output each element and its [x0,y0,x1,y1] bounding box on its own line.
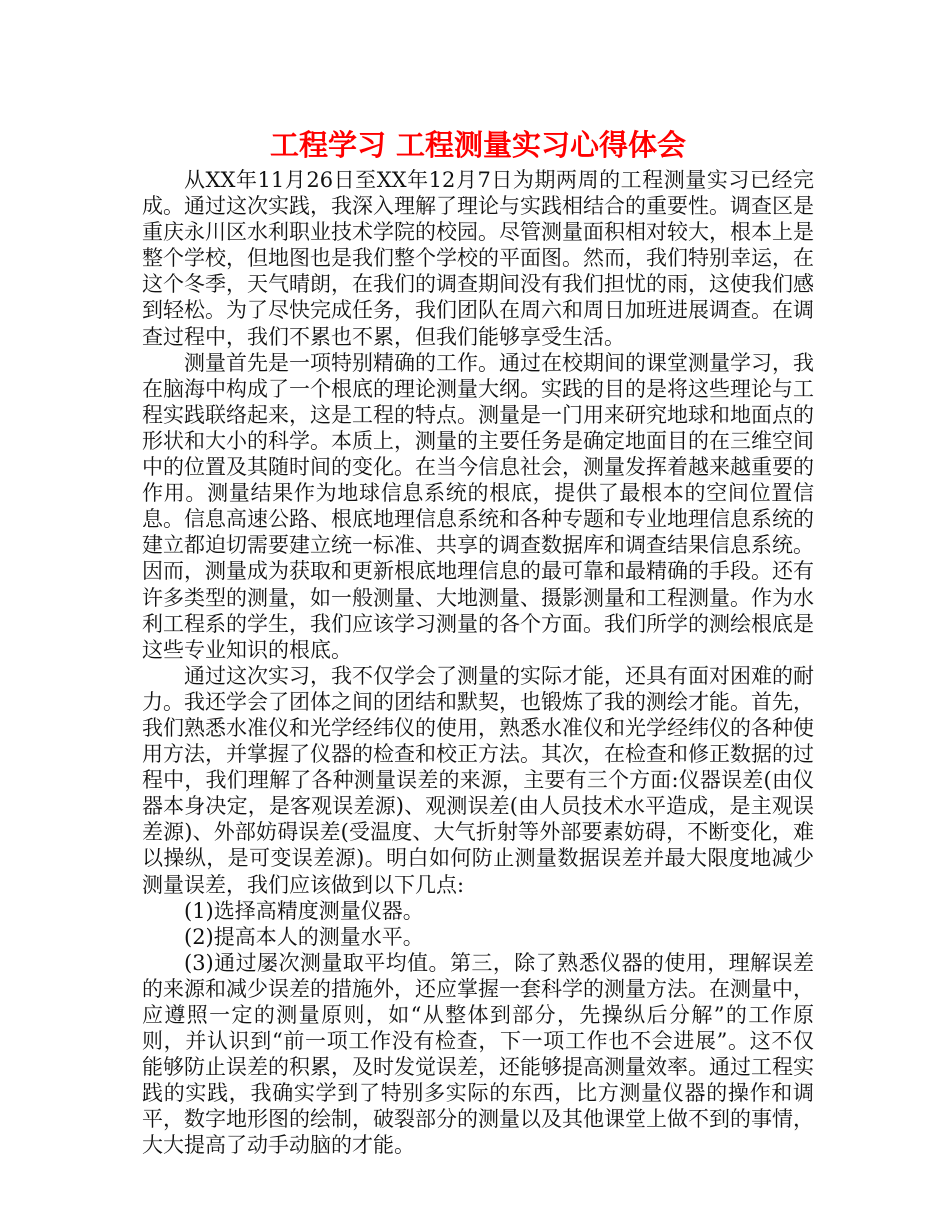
paragraph-intro: 从XX年11月26日至XX年12月7日为期两周的工程测量实习已经完成。通过这次实践，我深入理解了理论与实践相结合的重要性。调查区是重庆永川区水利职业技术学院的校园。尽管测量面积相对较大，根本上是整个学校，但地图也是我们整个学校的平面图。然而，我们特别幸运，在这个冬季，天气晴朗，在我们的调查期间没有我们担忧的雨，这使我们感到轻松。为了尽快完成任务，我们团队在周六和周日加班进展调查。在调查过程中，我们不累也不累，但我们能够享受生活。 [142,168,814,349]
list-item-3: (3)通过屡次测量取平均值。第三，除了熟悉仪器的使用，理解误差的来源和减少误差的措施外，还应掌握一套科学的测量方法。在测量中，应遵照一定的测量原则，如“从整体到部分，先操纵后分解”的工作原则，并认识到“前一项工作没有检查，下一项工作也不会进展”。这不仅能够防止误差的积累，及时发觉误差，还能够提高测量效率。通过工程实践的实践，我确实学到了特别多实际的东西，比方测量仪器的操作和调平，数字地形图的绘制，破裂部分的测量以及其他课堂上做不到的事情，大大提高了动手动脑的才能。 [142,950,814,1158]
list-item-2: (2)提高本人的测量水平。 [184,924,424,949]
paragraph-measurement: 测量首先是一项特别精确的工作。通过在校期间的课堂测量学习，我在脑海中构成了一个根底的理论测量大纲。实践的目的是将这些理论与工程实践联络起来，这是工程的特点。测量是一门用来研究地球和地面点的形状和大小的科学。本质上，测量的主要任务是确定地面目的在三维空间中的位置及其随时间的变化。在当今信息社会，测量发挥着越来越重要的作用。测量结果作为地球信息系统的根底，提供了最根本的空间位置信息。信息高速公路、根底地理信息系统和各种专题和专业地理信息系统的建立都迫切需要建立统一标准、共享的调查数据库和调查结果信息系统。因而，测量成为获取和更新根底地理信息的最可靠和最精确的手段。还有许多类型的测量，如一般测量、大地测量、摄影测量和工程测量。作为水利工程系的学生，我们应该学习测量的各个方面。我们所学的测绘根底是这些专业知识的根底。 [142,350,814,662]
document-page [142,125,814,1159]
list-item-1: (1)选择高精度测量仪器。 [184,898,424,923]
document-title: 工程学习 工程测量实习心得体会 [269,128,687,162]
document-body [142,167,814,1159]
paragraph-skills: 通过这次实习，我不仅学会了测量的实际才能，还具有面对困难的耐力。我还学会了团体之间的团结和默契，也锻炼了我的测绘才能。首先，我们熟悉水准仪和光学经纬仪的使用，熟悉水准仪和光学经纬仪的各种使用方法，并掌握了仪器的检查和校正方法。其次，在检查和修正数据的过程中，我们理解了各种测量误差的来源，主要有三个方面:仪器误差(由仪器本身决定，是客观误差源)、观测误差(由人员技术水平造成，是主观误差源)、外部妨碍误差(受温度、大气折射等外部要素妨碍，不断变化，难以操纵，是可变误差源)。明白如何防止测量数据误差并最大限度地减少测量误差，我们应该做到以下几点: [142,663,814,897]
